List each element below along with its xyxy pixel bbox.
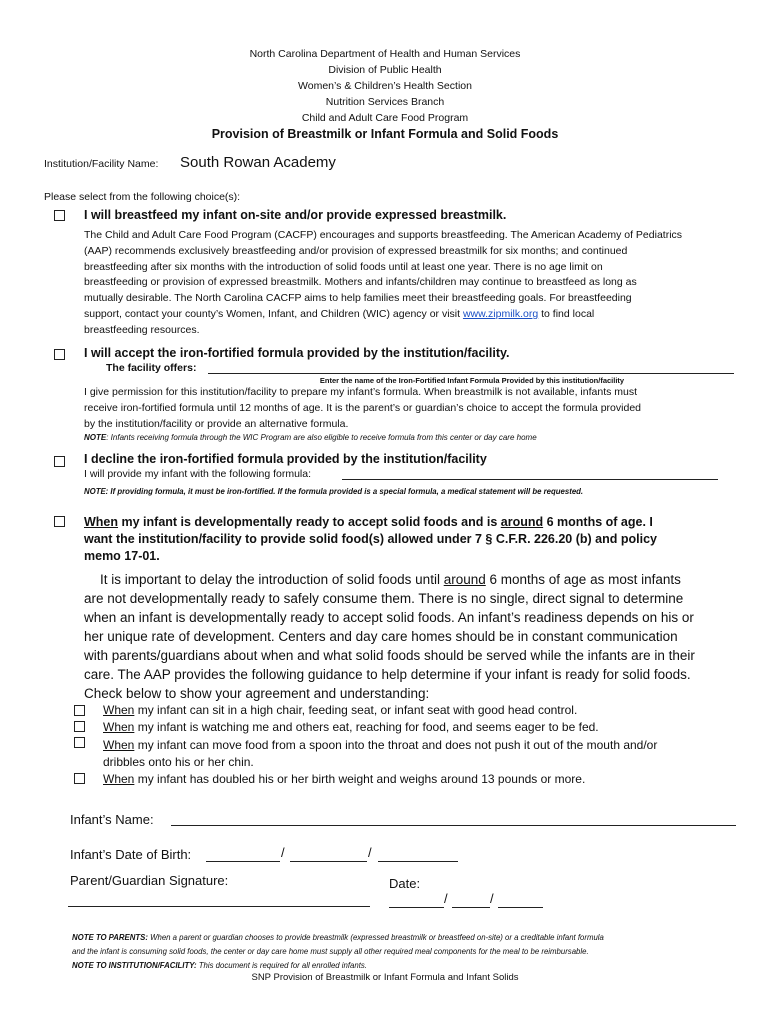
form-title: Provision of Breastmilk or Infant Formula and Solid Foods: [211, 127, 559, 141]
date-label: Date:: [389, 876, 421, 891]
option-decline-formula-title: I decline the iron-fortified formula provided by the institution/facility: [84, 452, 487, 466]
readiness-text: my infant is watching me and others eat, reaching for food, and seems eager to be fed.: [134, 720, 599, 734]
parent-signature-field[interactable]: [68, 906, 370, 907]
readiness-watching-text: [103, 720, 599, 734]
provide-formula-field[interactable]: [342, 479, 718, 480]
para-text: It is important to delay the introduction of solid foods until: [100, 572, 444, 587]
note-text: When a parent or guardian chooses to provide breastmilk (expressed breastmilk or breastfeed on-site) or a creditable infant formula: [147, 933, 604, 942]
body-line: [84, 307, 734, 323]
dob-label: Infant’s Date of Birth:: [70, 847, 192, 862]
body-text: to find local: [538, 307, 595, 320]
institution-note-line: [72, 959, 722, 973]
facility-offers-caption: Enter the name of the Iron-Fortified Infant Formula Provided by this institution/facility: [319, 376, 625, 385]
around-word: around: [443, 572, 486, 587]
date-month-field[interactable]: [389, 907, 444, 908]
infant-name-field[interactable]: [171, 825, 736, 826]
body-line: The Child and Adult Care Food Program (CACFP) encourages and supports breastfeeding. The American Academy of Pediatrics: [84, 229, 683, 241]
readiness-spoon-checkbox[interactable]: [74, 737, 85, 748]
when-word: When: [103, 720, 135, 734]
option-accept-formula-title: I will accept the iron-fortified formula provided by the institution/facility.: [84, 346, 510, 360]
para-line: her unique rate of development. Centers and day care homes should be in constant communication: [84, 629, 678, 644]
readiness-text: my infant can sit in a high chair, feeding seat, or infant seat with good head control.: [134, 703, 578, 717]
body-line: by the institution/facility or provide an alternative formula.: [84, 417, 349, 430]
title-text: 6 months of age. I: [543, 515, 653, 529]
facility-name-field[interactable]: South Rowan Academy: [180, 154, 336, 171]
form-footer-name: SNP Provision of Breastmilk or Infant Formula and Infant Solids: [251, 972, 519, 983]
readiness-weight-checkbox[interactable]: [74, 773, 85, 784]
readiness-line: [103, 737, 657, 754]
when-word: When: [103, 738, 135, 752]
para-line: are not developmentally ready to safely consume them. There is no single, direct signal to determine: [84, 591, 684, 606]
dob-slash: /: [368, 845, 372, 860]
header-line-2: Division of Public Health: [328, 64, 442, 76]
option-breastfeed-body: [84, 228, 734, 339]
body-text: support, contact your county’s Women, Infant, and Children (WIC) agency or visit: [84, 307, 463, 320]
para-line: with parents/guardians about when and what solid foods should be served while the infants are in their: [84, 648, 695, 663]
para-text: 6 months of age as most infants: [485, 572, 681, 587]
option-solid-foods-checkbox[interactable]: [54, 516, 65, 527]
para-line: care. The AAP provides the following guidance to help determine if your infant is ready for solid foods.: [84, 667, 691, 682]
infant-name-label: Infant’s Name:: [70, 812, 154, 827]
readiness-text: my infant can move food from a spoon into the throat and does not push it out of the mouth and/or: [134, 738, 658, 752]
parents-note-line: and the infant is consuming solid foods, the center or day care home must supply all other required meal components for the meal to be reimbursable.: [72, 947, 589, 956]
dob-year-field[interactable]: [378, 861, 458, 862]
body-line: mutually desirable. The North Carolina CACFP aims to help families meet their breastfeeding goals. For breastfeeding: [84, 292, 632, 305]
when-word: When: [84, 515, 119, 529]
dob-day-field[interactable]: [290, 861, 367, 862]
body-line: breastfeeding or provision of expressed breastmilk. Mothers and infants/children may continue to breastfeed as long as: [84, 276, 637, 289]
readiness-watching-checkbox[interactable]: [74, 721, 85, 732]
facility-offers-field[interactable]: [208, 373, 734, 374]
option-accept-formula-body: [84, 385, 734, 432]
note-text: This document is required for all enrolled infants.: [196, 961, 367, 970]
title-line: memo 17-01.: [84, 549, 160, 563]
option-solid-foods-title: [84, 514, 744, 565]
readiness-spoon-text: [103, 737, 657, 771]
option-decline-formula-checkbox[interactable]: [54, 456, 65, 467]
date-day-field[interactable]: [452, 907, 490, 908]
iron-fortified-note: NOTE: If providing formula, it must be iron-fortified. If the formula provided is a special formula, a medical statement will be requested.: [84, 487, 584, 496]
body-line: (AAP) recommends exclusively breastfeeding and/or provision of expressed breastmilk for six months; and continued: [84, 244, 628, 257]
when-word: When: [103, 772, 135, 786]
date-slash: /: [490, 891, 494, 906]
option-breastfeed-checkbox[interactable]: [54, 210, 65, 221]
title-line: [84, 514, 744, 531]
header-line-1: North Carolina Department of Health and Human Services: [249, 48, 521, 60]
para-line: [84, 570, 754, 589]
solid-foods-paragraph: [84, 570, 754, 703]
readiness-sit-checkbox[interactable]: [74, 705, 85, 716]
note-label: NOTE: [84, 433, 107, 442]
body-line: receive iron-fortified formula until 12 months of age. It is the parent’s or guardian’s choice to accept the formula provided: [84, 401, 641, 414]
provide-formula-label: I will provide my infant with the following formula:: [84, 468, 312, 480]
para-line: Check below to show your agreement and understanding:: [84, 686, 430, 701]
header-block: [0, 46, 770, 126]
facility-label: Institution/Facility Name:: [44, 158, 159, 170]
dob-month-field[interactable]: [206, 861, 280, 862]
when-word: When: [103, 703, 135, 717]
date-slash: /: [444, 891, 448, 906]
header-line-4: Nutrition Services Branch: [325, 96, 445, 108]
body-line: breastfeeding resources.: [84, 323, 200, 336]
facility-offers-label: The facility offers:: [106, 362, 197, 374]
readiness-text: my infant has doubled his or her birth weight and weighs around 13 pounds or more.: [134, 772, 586, 786]
body-line: breastfeeding after six months with the introduction of solid foods until at least one year. There is no age limit on: [84, 260, 603, 273]
parent-signature-label: Parent/Guardian Signature:: [70, 873, 229, 888]
readiness-sit-text: [103, 703, 577, 717]
header-line-5: Child and Adult Care Food Program: [301, 112, 469, 124]
zipmilk-link[interactable]: www.zipmilk.org: [462, 307, 539, 320]
option-breastfeed-title: I will breastfeed my infant on-site and/or provide expressed breastmilk.: [84, 208, 507, 222]
dob-slash: /: [281, 845, 285, 860]
header-line-3: Women’s & Children’s Health Section: [298, 80, 472, 92]
wic-note: [84, 433, 537, 442]
option-accept-formula-checkbox[interactable]: [54, 349, 65, 360]
note-label: NOTE TO INSTITUTION/FACILITY:: [72, 961, 197, 970]
body-line: I give permission for this institution/facility to prepare my infant’s formula. When breastmilk is not available, infants must: [84, 386, 638, 398]
date-year-field[interactable]: [498, 907, 543, 908]
para-line: when an infant is developmentally ready to accept solid foods. An infant’s readiness depends on his or: [84, 610, 694, 625]
footer-notes: [72, 931, 722, 973]
note-label: NOTE TO PARENTS:: [72, 933, 148, 942]
readiness-line: dribbles onto his or her chin.: [103, 755, 254, 769]
title-line: want the institution/facility to provide solid food(s) allowed under 7 § C.F.R. 226.20 (b) and policy: [84, 532, 657, 546]
around-word: around: [500, 515, 544, 529]
parents-note-line: [72, 931, 722, 945]
note-text: : Infants receiving formula through the WIC Program are also eligible to receive formula from this center or day care home: [106, 433, 537, 442]
select-prompt: Please select from the following choice(s):: [44, 191, 241, 203]
title-text: my infant is developmentally ready to accept solid foods and is: [118, 515, 501, 529]
readiness-weight-text: [103, 772, 585, 786]
